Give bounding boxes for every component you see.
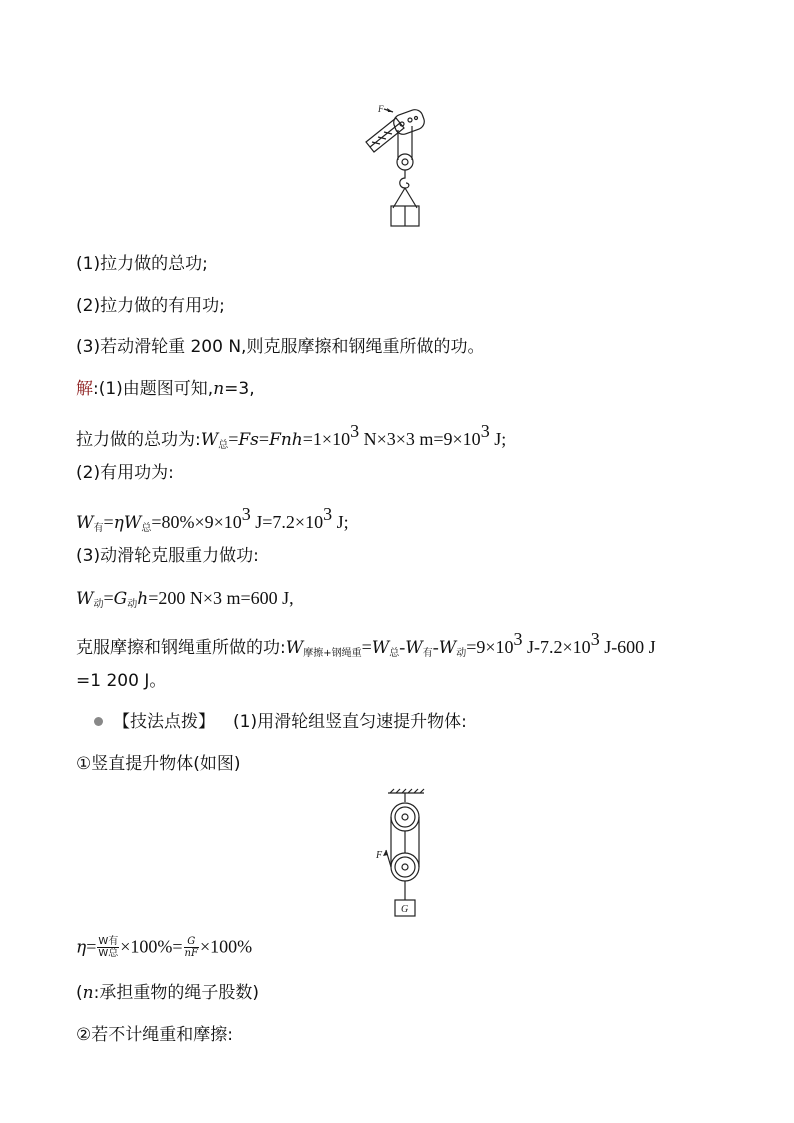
tip-item-1: ①竖直提升物体(如图) — [76, 754, 241, 774]
tip-label: 【技法点拨】 — [113, 712, 215, 732]
tip-text: (1)用滑轮组竖直匀速提升物体: — [233, 712, 467, 732]
solution-useful-work: $W_有=\eta W_总=80\%\times 9\times 103$ J=7.2×103 J; — [76, 504, 349, 534]
pulley-system-figure — [368, 788, 432, 920]
formula-note: (n:承担重物的绳子股数) — [76, 983, 259, 1003]
fraction-g: $\frac{G}{nF}$ — [184, 936, 198, 959]
fig2-force-label: F — [376, 850, 383, 861]
solution-dynamic-work: $W_动=G_动h=200$ N×3 m=600 J, — [76, 588, 294, 610]
bullet-icon — [94, 717, 103, 726]
solution-dynamic-intro: (3)动滑轮克服重力做功: — [76, 546, 259, 566]
efficiency-formula: η= $\frac{\text{W有}}{\text{W总}}$ ×100%= $\frac{G}{nF}$ ×100% — [76, 936, 253, 959]
fig2-weight-label: G — [401, 904, 409, 915]
solution-total-work: 拉力做的总功为$:W_总=Fs=Fnh=1\times 103$ N×3×3 m=9×103 J; — [76, 421, 507, 451]
question-1: (1)拉力做的总功; — [76, 254, 208, 274]
crane-pulley-figure — [360, 100, 440, 230]
tip-heading — [94, 712, 467, 732]
fig1-force-label: F — [378, 104, 384, 114]
solution-line-1: 解:(1)由题图可知,n=3, — [76, 379, 255, 399]
solution-friction-result: =1 200 J。 — [76, 671, 167, 691]
fraction-w: $\frac{\text{W有}}{\text{W总}}$ — [98, 936, 119, 959]
question-2: (2)拉力做的有用功; — [76, 296, 225, 316]
tip-item-2: ②若不计绳重和摩擦: — [76, 1025, 233, 1045]
solution-useful-intro: (2)有用功为: — [76, 463, 174, 483]
question-3: (3)若动滑轮重 200 N,则克服摩擦和钢绳重所做的功。 — [76, 337, 485, 357]
solution-label: 解 — [76, 379, 93, 399]
solution-friction-work: 克服摩擦和钢绳重所做的功$:W_{摩擦+钢绳重}=W_总-W_有-W_动=9\times 103$ J-7.2×103 J-600 J — [76, 629, 656, 659]
